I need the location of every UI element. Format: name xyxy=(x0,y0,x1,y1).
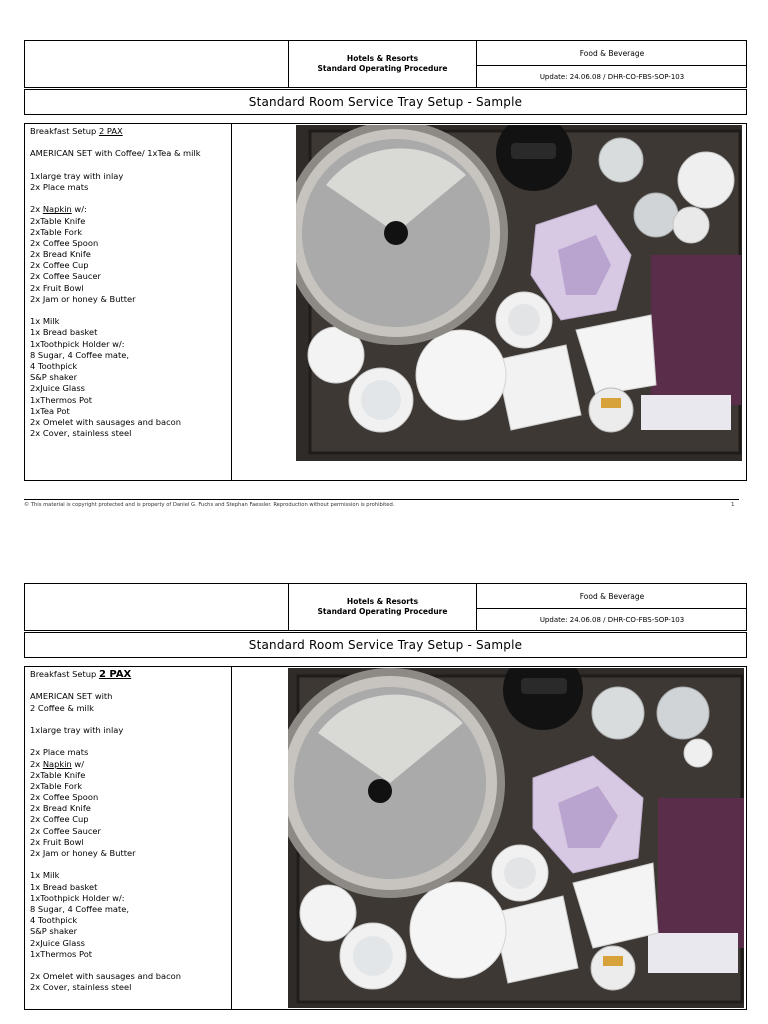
list-item: 1x Bread basket xyxy=(30,327,98,338)
list-item: 2xTable Fork xyxy=(30,780,83,791)
logo-area xyxy=(25,41,288,87)
napkin-suffix: w/: xyxy=(71,204,87,215)
update-label: Update: 24.06.08 / DHR-CO-FBS-SOP-103 xyxy=(539,72,685,81)
list-item: 2x Cover, stainless steel xyxy=(30,982,132,993)
header-meta xyxy=(477,41,747,87)
pax-label: 2 PAX xyxy=(98,126,123,136)
list-item: 1x Milk xyxy=(30,870,60,881)
list-item: 2x Jam or honey & Butter xyxy=(30,848,136,858)
brand-line-1: Hotels & Resorts xyxy=(346,54,419,63)
list-item: 2x Coffee Spoon xyxy=(30,237,99,248)
list-item: 2x Coffee Cup xyxy=(30,260,89,271)
tray-photo-illustration xyxy=(288,668,744,1008)
content-box xyxy=(24,123,747,481)
sop-header xyxy=(24,583,747,631)
list-item: S&P shaker xyxy=(30,372,78,383)
list-item: 8 Sugar, 4 Coffee mate, xyxy=(30,349,129,360)
list-item: 2x Place mats xyxy=(30,747,89,758)
set-line: 2 Coffee & milk xyxy=(30,702,94,713)
setup-heading xyxy=(30,126,231,137)
list-item: 2xJuice Glass xyxy=(30,937,85,948)
list-item: 1xTea Pot xyxy=(30,405,70,416)
list-item: 2x Fruit Bowl xyxy=(30,836,84,847)
list-item: 4 Toothpick xyxy=(30,360,78,371)
list-item: 2xTable Fork xyxy=(30,226,83,237)
brand-line-1: Hotels & Resorts xyxy=(346,597,419,606)
napkin-suffix: w/ xyxy=(71,758,84,769)
list-item: 1xToothpick Holder w/: xyxy=(30,892,125,903)
department-label: Food & Beverage xyxy=(477,584,747,609)
list-item: 2x Jam or honey & Butter xyxy=(30,293,136,304)
brand-line-2: Standard Operating Procedure xyxy=(317,64,448,73)
list-item: 1xThermos Pot xyxy=(30,394,93,405)
list-item: 2xTable Knife xyxy=(30,769,86,780)
napkin-prefix: 2x xyxy=(30,204,43,215)
logo-area xyxy=(25,584,288,630)
list-item: 1x Milk xyxy=(30,316,60,327)
header-meta xyxy=(477,584,747,630)
page-title: Standard Room Service Tray Setup - Sample xyxy=(24,89,747,115)
list-item: 2x Omelet with sausages and bacon xyxy=(30,416,181,427)
pax-label: 2 PAX xyxy=(98,669,132,680)
department-label: Food & Beverage xyxy=(477,41,747,66)
copyright-notice: © This material is copyright protected and is property of Daniel G. Fuchs and Stephan Faessler. Reproduction without permission is prohibited. xyxy=(24,502,395,508)
sop-header xyxy=(24,40,747,88)
list-item: 2x Coffee Cup xyxy=(30,814,89,825)
list-item: 1xToothpick Holder w/: xyxy=(30,338,125,349)
list-item: 2xTable Knife xyxy=(30,215,86,226)
list-item: 1x Bread basket xyxy=(30,881,98,892)
item-list xyxy=(25,667,232,1009)
list-item: 2x Fruit Bowl xyxy=(30,282,84,293)
tray-photo-illustration xyxy=(296,125,742,461)
list-item: 2x Cover, stainless steel xyxy=(30,428,132,439)
napkin-line xyxy=(30,759,231,770)
set-line: AMERICAN SET with Coffee/ 1xTea & milk xyxy=(30,148,201,159)
list-item: 2xJuice Glass xyxy=(30,383,85,394)
list-item: 2x Place mats xyxy=(30,181,89,192)
list-item: 2x Bread Knife xyxy=(30,803,91,814)
setup-label: Breakfast Setup xyxy=(30,669,97,679)
content-box xyxy=(24,666,747,1010)
list-item: 2x Omelet with sausages and bacon xyxy=(30,971,181,982)
list-item: 1xlarge tray with inlay xyxy=(30,170,124,181)
list-item: 8 Sugar, 4 Coffee mate, xyxy=(30,903,129,914)
napkin-prefix: 2x xyxy=(30,758,43,769)
footer-rule xyxy=(24,499,739,500)
list-item: 4 Toothpick xyxy=(30,915,78,926)
setup-label: Breakfast Setup xyxy=(30,126,97,136)
list-item: 1xThermos Pot xyxy=(30,948,93,959)
list-item: 2x Bread Knife xyxy=(30,249,91,260)
header-brand xyxy=(288,584,477,630)
list-item: 2x Coffee Saucer xyxy=(30,271,101,282)
napkin-line xyxy=(30,204,231,215)
page-number: 1 xyxy=(731,502,735,508)
list-item: 2x Coffee Spoon xyxy=(30,792,99,803)
tray-setup-photo xyxy=(296,125,742,461)
item-list xyxy=(25,124,232,480)
setup-heading xyxy=(30,669,231,680)
tray-setup-photo xyxy=(288,668,744,1008)
list-item: S&P shaker xyxy=(30,926,78,937)
list-item: 2x Coffee Saucer xyxy=(30,825,101,836)
set-line: AMERICAN SET with xyxy=(30,691,113,702)
page-title: Standard Room Service Tray Setup - Sample xyxy=(24,632,747,658)
header-brand xyxy=(288,41,477,87)
update-label: Update: 24.06.08 / DHR-CO-FBS-SOP-103 xyxy=(539,615,685,624)
napkin-word: Napkin xyxy=(42,758,72,769)
napkin-word: Napkin xyxy=(42,204,72,215)
brand-line-2: Standard Operating Procedure xyxy=(317,607,448,616)
list-item: 1xlarge tray with inlay xyxy=(30,724,124,735)
